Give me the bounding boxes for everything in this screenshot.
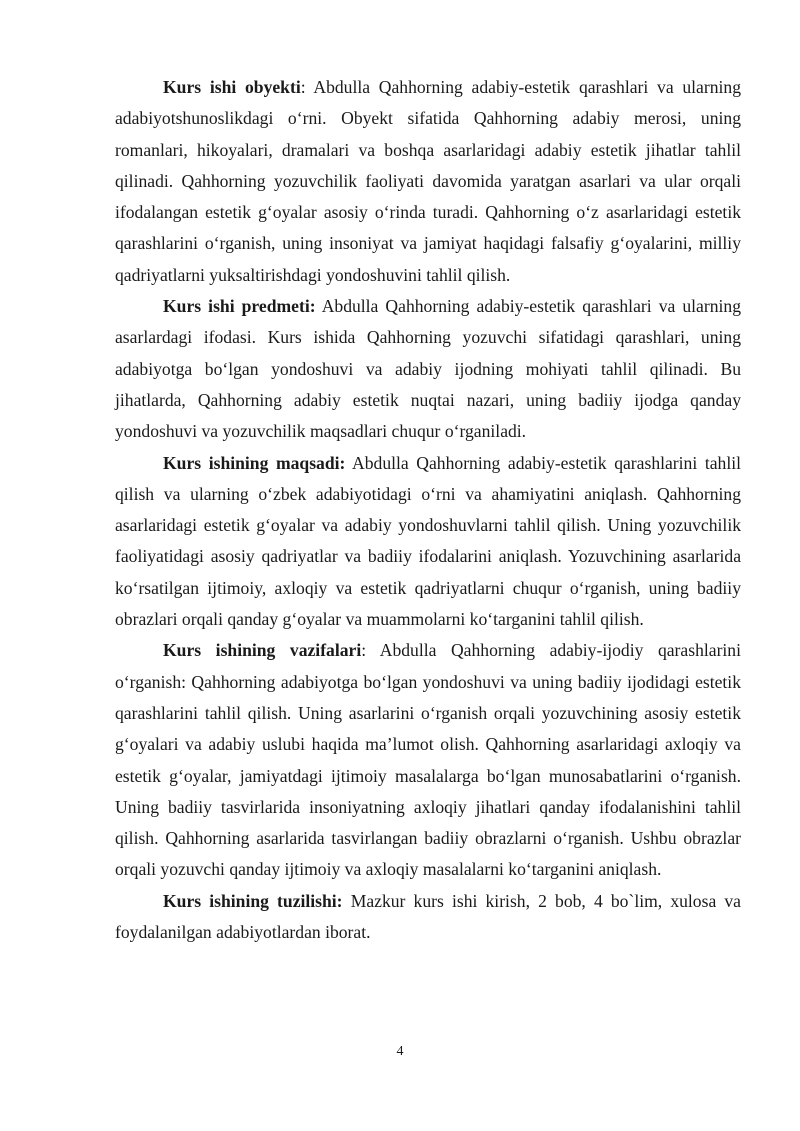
paragraph-kurs-ishining-tuzilishi	[115, 886, 741, 949]
paragraph-text: Abdulla Qahhorning adabiy-estetik qarashlari va ularning adabiyotshunoslikdagi o‘rni. Obyekt sifatida Qahhorning adabiy merosi, uning romanlari, hikoyalari, dramalari va boshqa asarlaridagi adabiy estetik jihatlar tahlil qilinadi. Qahhorning yozuvchilik faoliyati davomida yaratgan asarlari va ular orqali ifodalangan estetik g‘oyalar asosiy o‘rinda turadi. Qahhorning o‘z asarlaridagi estetik qarashlarini o‘rganish, uning insoniyat va jamiyat haqidagi falsafiy g‘oyalarini, milliy qadriyatlarni yuksaltirishdagi yondoshuvini tahlil qilish.	[115, 77, 741, 285]
document-body	[115, 72, 741, 948]
page-number: 4	[396, 1044, 404, 1059]
label-separator: :	[300, 77, 314, 97]
paragraph-kurs-ishi-predmeti	[115, 291, 741, 447]
paragraph-heading: Kurs ishining vazifalari	[163, 640, 362, 661]
paragraph-kurs-ishining-vazifalari	[115, 635, 741, 885]
paragraph-text: Mazkur kurs ishi kirish, 2 bob, 4 bo`lim, xulosa va foydalanilgan adabiyotlardan iborat.	[115, 890, 741, 943]
paragraph-heading: Kurs ishining maqsadi:	[163, 452, 346, 473]
label-separator: :	[361, 640, 380, 661]
paragraph-heading: Kurs ishi predmeti:	[163, 296, 316, 317]
paragraph-heading: Kurs ishining tuzilishi:	[163, 890, 343, 911]
paragraph-text: Abdulla Qahhorning adabiy-ijodiy qarashlarini o‘rganish: Qahhorning adabiyotga bo‘lgan yondoshuvi va uning badiiy ijodidagi estetik qarashlarini tahlil qilish. Uning asarlarini o‘rganish orqali yozuvchining asosiy estetik g‘oyalari va adabiy uslubi haqida ma’lumot olish. Qahhorning asarlaridagi axloqiy va estetik g‘oyalar, jamiyatdagi ijtimoiy masalalarga bo‘lgan munosabatlarini o‘rganish. Uning badiiy tasvirlarida insoniyatning axloqiy jihatlari qanday ifodalanishini tahlil qilish. Qahhorning asarlarida tasvirlangan badiiy obrazlarni o‘rganish. Ushbu obrazlar orqali yozuvchi qanday ijtimoiy va axloqiy masalalarni ko‘targanini aniqlash.	[115, 640, 741, 880]
paragraph-text: Abdulla Qahhorning adabiy-estetik qarashlarini tahlil qilish va ularning o‘zbek adabiyotidagi o‘rni va ahamiyatini aniqlash. Qahhorning asarlaridagi estetik g‘oyalar va adabiy yondoshuvlarni tahlil qilish. Uning yozuvchilik faoliyatidagi asosiy qadriyatlar va badiiy ifodalarini aniqlash. Yozuvchining asarlarida ko‘rsatilgan ijtimoiy, axloqiy va estetik qadriyatlarni chuqur o‘rganish, uning badiiy obrazlari orqali qanday g‘oyalar va muammolarni ko‘targanini tahlil qilish.	[115, 452, 741, 630]
paragraph-heading: Kurs ishi obyekti	[163, 77, 301, 97]
paragraph-kurs-ishi-obyekti	[115, 72, 741, 291]
label-separator	[343, 891, 351, 911]
paragraph-kurs-ishining-maqsadi	[115, 448, 741, 636]
paragraph-text: Abdulla Qahhorning adabiy-estetik qarashlari va ularning asarlardagi ifodasi. Kurs ishida Qahhorning yozuvchi sifatidagi qarashlari, uning adabiyotga bo‘lgan yondoshuvi va adabiy ijodning mohiyati tahlil qilinadi. Bu jihatlarda, Qahhorning adabiy estetik nuqtai nazari, uning badiiy ijodga qanday yondoshuvi va yozuvchilik maqsadlari chuqur o‘rganiladi.	[115, 296, 741, 442]
